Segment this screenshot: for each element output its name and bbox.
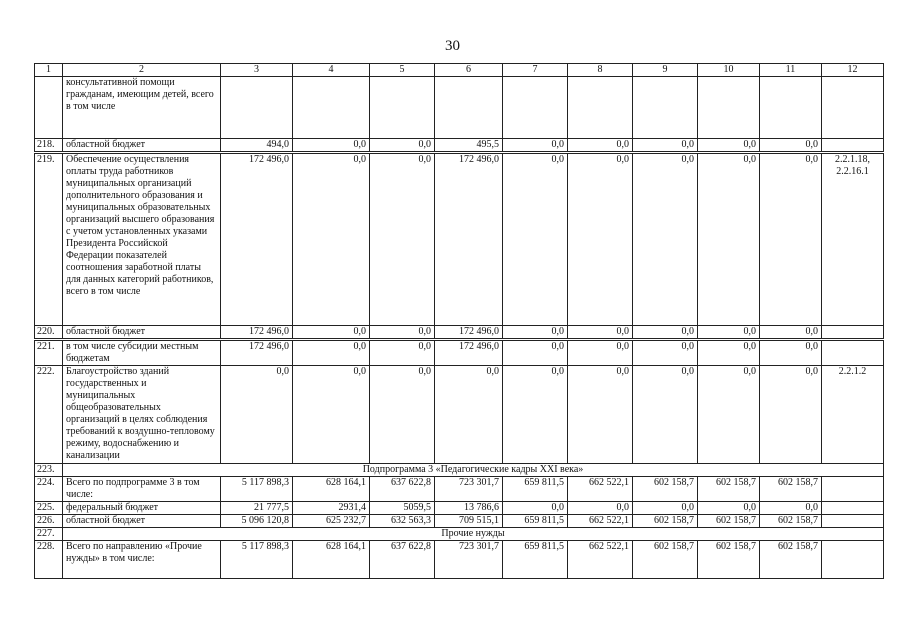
value-cell: 0,0 (568, 326, 633, 340)
row-description: консультативной помощи гражданам, имеющим детей, всего в том числе (63, 77, 221, 139)
value-cell (293, 77, 370, 139)
reference-cell (822, 340, 884, 366)
value-cell: 0,0 (293, 340, 370, 366)
value-cell: 0,0 (568, 502, 633, 515)
value-cell: 0,0 (568, 340, 633, 366)
table-row (35, 502, 884, 515)
row-description: Всего по подпрограмме 3 в том числе: (63, 477, 221, 502)
reference-cell: 2.2.1.2 (822, 366, 884, 464)
value-cell: 5 117 898,3 (221, 477, 293, 502)
value-cell: 0,0 (633, 366, 698, 464)
value-cell: 13 786,6 (435, 502, 503, 515)
header-cell: 8 (568, 64, 633, 77)
row-index: 218. (35, 139, 63, 153)
value-cell: 0,0 (435, 366, 503, 464)
value-cell: 0,0 (698, 502, 760, 515)
value-cell: 602 158,7 (760, 515, 822, 528)
value-cell: 602 158,7 (633, 541, 698, 579)
row-description: федеральный бюджет (63, 502, 221, 515)
value-cell: 0,0 (370, 340, 435, 366)
page-number: 30 (445, 38, 460, 54)
value-cell: 494,0 (221, 139, 293, 153)
header-cell: 5 (370, 64, 435, 77)
value-cell: 0,0 (568, 153, 633, 326)
reference-cell (822, 77, 884, 139)
value-cell: 0,0 (293, 153, 370, 326)
row-index: 222. (35, 366, 63, 464)
value-cell: 602 158,7 (760, 477, 822, 502)
value-cell: 602 158,7 (698, 541, 760, 579)
value-cell: 21 777,5 (221, 502, 293, 515)
row-index: 223. (35, 464, 63, 477)
table-row (35, 541, 884, 579)
value-cell: 172 496,0 (221, 340, 293, 366)
value-cell (760, 77, 822, 139)
value-cell: 172 496,0 (435, 153, 503, 326)
value-cell: 625 232,7 (293, 515, 370, 528)
value-cell: 0,0 (503, 366, 568, 464)
value-cell: 0,0 (503, 139, 568, 153)
value-cell: 0,0 (503, 153, 568, 326)
row-index: 226. (35, 515, 63, 528)
value-cell: 0,0 (568, 366, 633, 464)
value-cell (568, 77, 633, 139)
value-cell (370, 77, 435, 139)
table-row (35, 515, 884, 528)
row-description: областной бюджет (63, 139, 221, 153)
value-cell: 602 158,7 (698, 515, 760, 528)
value-cell: 0,0 (633, 326, 698, 340)
value-cell: 495,5 (435, 139, 503, 153)
value-cell: 5 096 120,8 (221, 515, 293, 528)
table-row (35, 77, 884, 139)
value-cell: 0,0 (370, 366, 435, 464)
value-cell: 0,0 (760, 326, 822, 340)
row-index: 219. (35, 153, 63, 326)
value-cell: 0,0 (760, 366, 822, 464)
budget-table (34, 63, 884, 579)
header-cell: 7 (503, 64, 568, 77)
value-cell: 0,0 (293, 366, 370, 464)
value-cell: 0,0 (503, 502, 568, 515)
value-cell (698, 77, 760, 139)
row-index: 227. (35, 528, 63, 541)
value-cell: 602 158,7 (760, 541, 822, 579)
value-cell (435, 77, 503, 139)
value-cell: 637 622,8 (370, 541, 435, 579)
value-cell: 723 301,7 (435, 477, 503, 502)
row-index: 225. (35, 502, 63, 515)
value-cell: 602 158,7 (633, 477, 698, 502)
value-cell (633, 77, 698, 139)
value-cell: 0,0 (698, 139, 760, 153)
row-description: областной бюджет (63, 326, 221, 340)
reference-cell (822, 515, 884, 528)
value-cell: 0,0 (370, 139, 435, 153)
value-cell: 0,0 (633, 139, 698, 153)
value-cell: 709 515,1 (435, 515, 503, 528)
table-row (35, 340, 884, 366)
section-heading: Подпрограмма 3 «Педагогические кадры XXI века» (63, 464, 884, 477)
row-description: областной бюджет (63, 515, 221, 528)
header-cell: 4 (293, 64, 370, 77)
value-cell: 602 158,7 (698, 477, 760, 502)
row-index: 224. (35, 477, 63, 502)
table-row (35, 528, 884, 541)
section-heading: Прочие нужды (63, 528, 884, 541)
value-cell: 2931,4 (293, 502, 370, 515)
value-cell: 723 301,7 (435, 541, 503, 579)
value-cell: 0,0 (633, 502, 698, 515)
row-index (35, 77, 63, 139)
reference-cell (822, 139, 884, 153)
reference-cell (822, 502, 884, 515)
reference-cell (822, 477, 884, 502)
row-index: 220. (35, 326, 63, 340)
value-cell: 0,0 (698, 153, 760, 326)
value-cell: 0,0 (633, 340, 698, 366)
value-cell: 628 164,1 (293, 477, 370, 502)
header-row (35, 64, 884, 77)
header-cell: 6 (435, 64, 503, 77)
header-cell: 1 (35, 64, 63, 77)
value-cell: 0,0 (760, 502, 822, 515)
row-description: Обеспечение осуществления оплаты труда работников муниципальных организаций дополнительного образования и муниципальных образовательных организаций высшего образования с учетом установленных указами Президента Российской Федерации показателей соотношения заработной платы для данных категорий работников, всего в том числе (63, 153, 221, 326)
value-cell: 5059,5 (370, 502, 435, 515)
value-cell: 0,0 (503, 326, 568, 340)
value-cell: 0,0 (760, 139, 822, 153)
header-cell: 10 (698, 64, 760, 77)
row-index: 221. (35, 340, 63, 366)
value-cell: 0,0 (221, 366, 293, 464)
reference-cell (822, 326, 884, 340)
value-cell: 662 522,1 (568, 477, 633, 502)
table-row (35, 326, 884, 340)
value-cell: 0,0 (760, 153, 822, 326)
table-row (35, 139, 884, 153)
value-cell: 637 622,8 (370, 477, 435, 502)
header-cell: 9 (633, 64, 698, 77)
value-cell: 602 158,7 (633, 515, 698, 528)
value-cell: 5 117 898,3 (221, 541, 293, 579)
value-cell: 172 496,0 (221, 153, 293, 326)
value-cell (221, 77, 293, 139)
value-cell: 662 522,1 (568, 515, 633, 528)
reference-cell: 2.2.1.18, 2.2.16.1 (822, 153, 884, 326)
row-index: 228. (35, 541, 63, 579)
value-cell: 659 811,5 (503, 515, 568, 528)
value-cell: 0,0 (698, 366, 760, 464)
value-cell: 0,0 (370, 326, 435, 340)
value-cell: 0,0 (568, 139, 633, 153)
row-description: в том числе субсидии местным бюджетам (63, 340, 221, 366)
value-cell: 659 811,5 (503, 477, 568, 502)
value-cell: 0,0 (370, 153, 435, 326)
value-cell: 0,0 (293, 326, 370, 340)
value-cell: 0,0 (698, 340, 760, 366)
value-cell: 0,0 (698, 326, 760, 340)
row-description: Всего по направлению «Прочие нужды» в том числе: (63, 541, 221, 579)
value-cell: 0,0 (503, 340, 568, 366)
table-row (35, 153, 884, 326)
value-cell: 0,0 (293, 139, 370, 153)
header-cell: 2 (63, 64, 221, 77)
value-cell: 632 563,3 (370, 515, 435, 528)
value-cell: 172 496,0 (435, 340, 503, 366)
value-cell: 0,0 (760, 340, 822, 366)
value-cell: 662 522,1 (568, 541, 633, 579)
table-row (35, 477, 884, 502)
value-cell: 659 811,5 (503, 541, 568, 579)
reference-cell (822, 541, 884, 579)
header-cell: 3 (221, 64, 293, 77)
header-cell: 11 (760, 64, 822, 77)
value-cell (503, 77, 568, 139)
value-cell: 628 164,1 (293, 541, 370, 579)
table-row (35, 366, 884, 464)
row-description: Благоустройство зданий государственных и муниципальных общеобразовательных организаций в целях соблюдения требований к воздушно-тепловому режиму, водоснабжению и канализации (63, 366, 221, 464)
value-cell: 172 496,0 (435, 326, 503, 340)
table-row (35, 464, 884, 477)
header-cell: 12 (822, 64, 884, 77)
value-cell: 0,0 (633, 153, 698, 326)
value-cell: 172 496,0 (221, 326, 293, 340)
